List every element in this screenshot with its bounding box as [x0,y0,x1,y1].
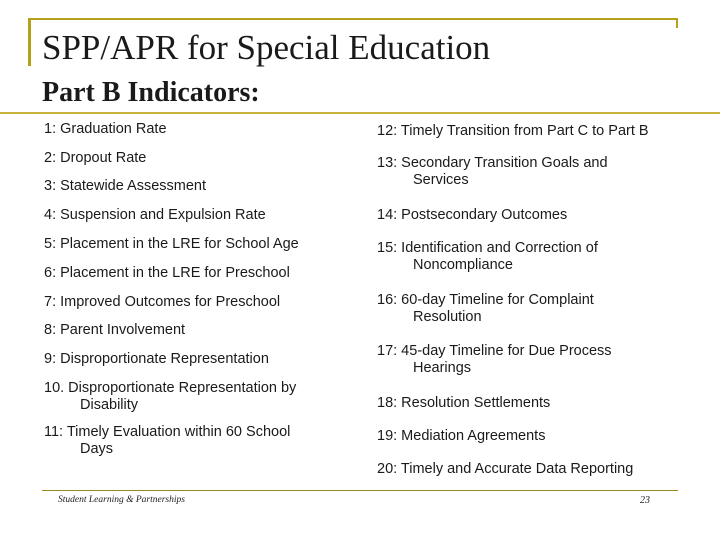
indicator-19 [377,428,545,445]
indicator-8 [44,322,185,339]
footer-organization: Student Learning & Partnerships [58,495,185,505]
decorative-vertical-line [28,18,31,66]
indicator-text: 16: 60-day Timeline for Complaint [377,292,594,308]
indicator-text: 19: Mediation Agreements [377,428,546,444]
indicator-text: 8: Parent Involvement [44,322,186,338]
indicator-18 [377,395,550,412]
indicator-text: 15: Identification and Correction of [377,240,598,256]
indicator-text: 20: Timely and Accurate Data Reporting [377,461,634,477]
indicator-14 [377,207,567,224]
page-number: 23 [640,495,650,506]
indicator-17 [377,343,612,377]
indicator-text-continued: Disability [80,397,139,413]
footer-divider [42,490,678,491]
indicator-text: 9: Disproportionate Representation [44,351,269,367]
indicator-20 [377,461,633,478]
indicator-9 [44,351,269,368]
indicator-2 [44,150,146,167]
indicator-text: 17: 45-day Timeline for Due Process [377,343,612,359]
indicator-text-continued: Resolution [413,309,482,325]
indicator-5 [44,236,299,253]
indicator-15 [377,240,598,274]
indicator-11 [44,424,290,458]
indicator-text: 5: Placement in the LRE for School Age [44,236,299,252]
decorative-right-tick [676,18,678,28]
indicator-7 [44,294,280,311]
indicator-text-continued: Days [80,441,114,457]
indicator-12 [377,123,649,140]
decorative-top-line [28,18,678,20]
indicator-text: 14: Postsecondary Outcomes [377,207,568,223]
indicator-text-continued: Noncompliance [413,257,513,273]
indicator-text-continued: Hearings [413,360,472,376]
slide-title: SPP/APR for Special Education [42,28,491,67]
indicator-text: 18: Resolution Settlements [377,395,551,411]
indicator-text: 10. Disproportionate Representation by [44,380,297,396]
indicator-3 [44,178,206,195]
indicator-text: 11: Timely Evaluation within 60 School [44,424,291,440]
indicator-text: 1: Graduation Rate [44,121,167,137]
indicator-text: 13: Secondary Transition Goals and [377,155,608,171]
indicator-text: 6: Placement in the LRE for Preschool [44,265,290,281]
indicator-13 [377,155,608,189]
indicator-4 [44,207,266,224]
indicator-text: 3: Statewide Assessment [44,178,206,194]
indicator-text: 12: Timely Transition from Part C to Part B [377,123,649,139]
slide-subtitle: Part B Indicators: [42,77,260,108]
indicator-1 [44,121,167,138]
indicator-6 [44,265,290,282]
indicator-10 [44,380,296,414]
indicator-text: 2: Dropout Rate [44,150,147,166]
indicator-text-continued: Services [413,172,469,188]
indicator-text: 7: Improved Outcomes for Preschool [44,294,281,310]
title-divider [0,112,720,114]
indicator-16 [377,292,594,326]
indicator-text: 4: Suspension and Expulsion Rate [44,207,266,223]
